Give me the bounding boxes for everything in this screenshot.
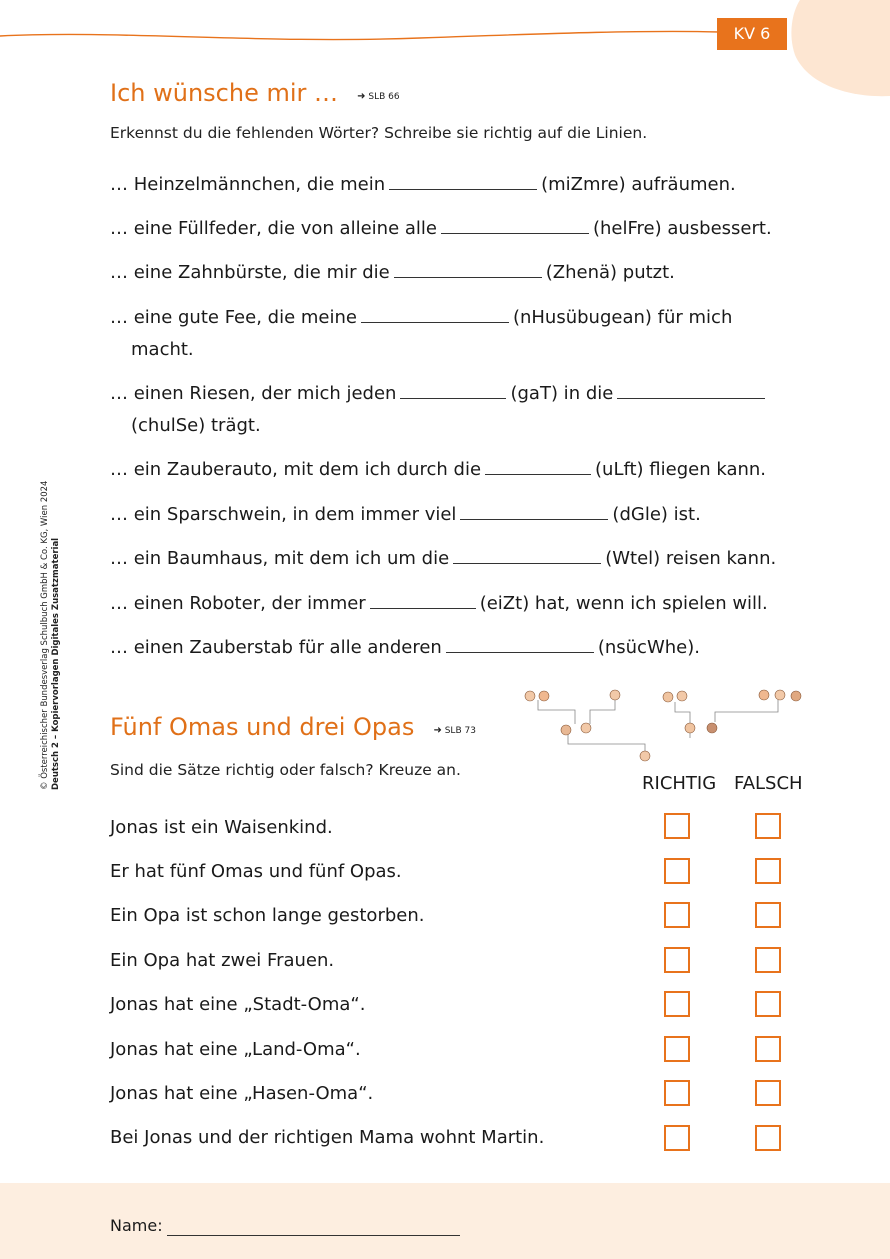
statement-text: Jonas hat eine „Land-Oma“. [110, 1039, 361, 1060]
answer-blank[interactable] [389, 188, 537, 190]
answer-blank[interactable] [617, 397, 765, 399]
section1-instruction: Erkennst du die fehlenden Wörter? Schreibe sie richtig auf die Linien. [110, 124, 648, 142]
answer-blank[interactable] [485, 473, 591, 475]
answer-blank[interactable] [446, 651, 594, 653]
statement-text: Bei Jonas und der richtigen Mama wohnt Martin. [110, 1127, 545, 1148]
statement-text: Jonas ist ein Waisenkind. [110, 817, 333, 838]
checkbox-richtig[interactable] [664, 858, 690, 884]
arrow-right-icon: ➜ [433, 725, 442, 736]
statement-text: Er hat fünf Omas und fünf Opas. [110, 861, 402, 882]
exercise-line: … eine Zahnbürste, die mir die (Zhenä) putzt. [110, 262, 675, 283]
statement-text: Jonas hat eine „Hasen-Oma“. [110, 1083, 374, 1104]
section1-title: Ich wünsche mir … [110, 79, 339, 107]
section1-ref: ➜ SLB 66 [357, 91, 400, 102]
exercise-line: … einen Roboter, der immer (eiZt) hat, wenn ich spielen will. [110, 593, 768, 614]
arrow-right-icon: ➜ [357, 91, 366, 102]
checkbox-richtig[interactable] [664, 902, 690, 928]
exercise-line: … eine gute Fee, die meine (nHusübugean) für mich [110, 307, 733, 328]
kv-badge: KV 6 [717, 18, 787, 50]
answer-blank[interactable] [441, 232, 589, 234]
exercise-line: … ein Zauberauto, mit dem ich durch die (uLft) fliegen kann. [110, 459, 767, 480]
checkbox-falsch[interactable] [755, 1036, 781, 1062]
exercise-line-continuation: macht. [131, 339, 194, 360]
exercise-line: … Heinzelmännchen, die mein (miZmre) aufräumen. [110, 174, 736, 195]
checkbox-richtig[interactable] [664, 813, 690, 839]
answer-blank[interactable] [361, 321, 509, 323]
exercise-line: … einen Riesen, der mich jeden (gaT) in die [110, 383, 769, 404]
checkbox-richtig[interactable] [664, 991, 690, 1017]
checkbox-richtig[interactable] [664, 1080, 690, 1106]
section1-heading [110, 79, 400, 107]
name-input-line[interactable] [167, 1235, 460, 1236]
checkbox-falsch[interactable] [755, 947, 781, 973]
section2-ref: ➜ SLB 73 [433, 725, 476, 736]
exercise-line: … eine Füllfeder, die von alleine alle (helFre) ausbessert. [110, 218, 772, 239]
checkbox-richtig[interactable] [664, 947, 690, 973]
section2-heading [110, 713, 476, 741]
statement-text: Ein Opa ist schon lange gestorben. [110, 905, 425, 926]
checkbox-falsch[interactable] [755, 858, 781, 884]
family-faces [525, 690, 801, 761]
corner-blob [791, 0, 890, 96]
answer-blank[interactable] [370, 607, 476, 609]
checkbox-richtig[interactable] [664, 1125, 690, 1151]
name-label: Name: [110, 1216, 163, 1235]
statement-text: Ein Opa hat zwei Frauen. [110, 950, 335, 971]
checkbox-richtig[interactable] [664, 1036, 690, 1062]
checkbox-falsch[interactable] [755, 991, 781, 1017]
checkbox-falsch[interactable] [755, 813, 781, 839]
statement-text: Jonas hat eine „Stadt-Oma“. [110, 994, 366, 1015]
header-wave-line [0, 31, 720, 39]
column-header-true: RICHTIG [642, 773, 717, 794]
exercise-line: … ein Sparschwein, in dem immer viel (dGle) ist. [110, 504, 701, 525]
answer-blank[interactable] [453, 562, 601, 564]
answer-blank[interactable] [394, 276, 542, 278]
answer-blank[interactable] [400, 397, 506, 399]
exercise-line: … ein Baumhaus, mit dem ich um die (Wtel) reisen kann. [110, 548, 777, 569]
family-tree-illustration [520, 684, 810, 764]
copyright-text: © Österreichischer Bundesverlag Schulbuch GmbH & Co. KG, Wien 2024 [40, 480, 50, 790]
column-header-false: FALSCH [734, 773, 803, 794]
section2-instruction: Sind die Sätze richtig oder falsch? Kreuze an. [110, 761, 461, 779]
checkbox-falsch[interactable] [755, 1080, 781, 1106]
checkbox-falsch[interactable] [755, 902, 781, 928]
checkbox-falsch[interactable] [755, 1125, 781, 1151]
exercise-line-continuation: (chulSe) trägt. [131, 415, 261, 436]
section2-title: Fünf Omas und drei Opas [110, 713, 415, 741]
exercise-line: … einen Zauberstab für alle anderen (nsücWhe). [110, 637, 700, 658]
series-text: Deutsch 2 – Kopiervorlagen Digitales Zusatzmaterial [51, 537, 61, 790]
answer-blank[interactable] [460, 518, 608, 520]
